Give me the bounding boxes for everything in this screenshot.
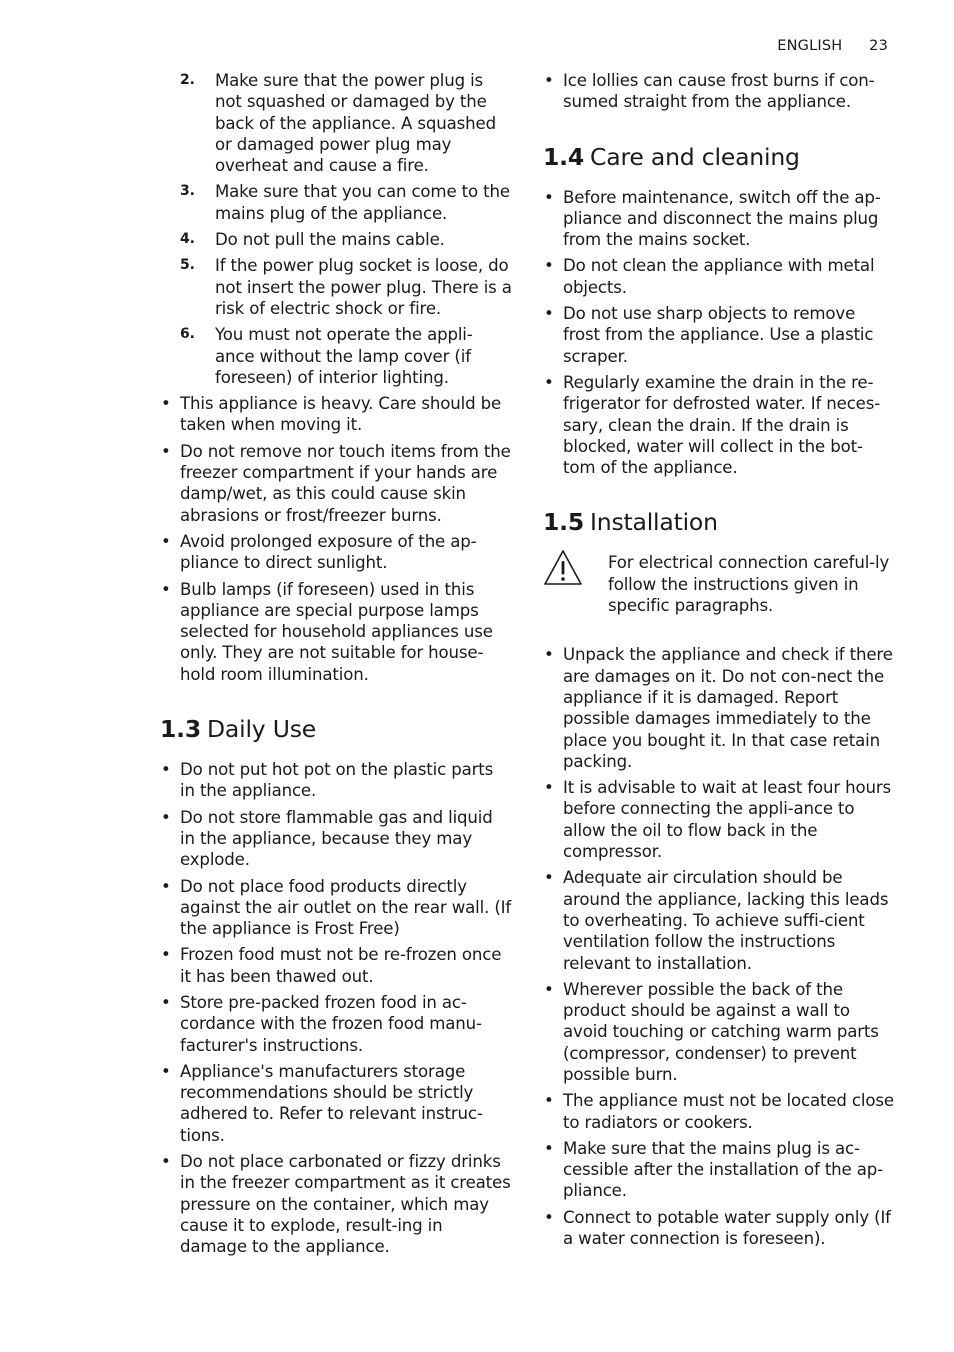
bullet-icon: • (544, 71, 554, 90)
bullet-list (160, 393, 512, 685)
item-text: Do not clean the appliance with metal objects. (563, 256, 875, 297)
section-number: 1.4 (543, 142, 585, 171)
page-number: 23 (869, 38, 888, 54)
list-item (160, 876, 512, 940)
left-column (160, 70, 512, 1263)
bullet-icon: • (161, 876, 171, 896)
care-cleaning-list (543, 187, 895, 479)
item-text: Bulb lamps (if foreseen) used in this appliance are special purpose lamps selected for household appliances use only. They are not suitable for house-hold room illumination. (180, 579, 493, 684)
list-item (543, 255, 895, 298)
bullet-icon: • (161, 807, 171, 827)
item-text: Regularly examine the drain in the re-frigerator for defrosted water. If neces-sary, clean the drain. If the drain is blocked, water will collect in the bot-tom of the appliance. (563, 372, 881, 478)
bullet-icon: • (161, 945, 171, 965)
list-item (160, 807, 512, 871)
bullet-icon: • (161, 992, 171, 1012)
bullet-icon: • (161, 1061, 171, 1081)
item-text: Do not remove nor touch items from the freezer compartment if your hands are damp/wet, as this could cause skin abrasions or frost/freezer burns. (180, 441, 511, 525)
item-text: Ice lollies can cause frost burns if con-sumed straight from the appliance. (563, 71, 875, 112)
list-item (543, 187, 895, 251)
item-text: It is advisable to wait at least four hours before connecting the appli-ance to allow the oil to flow back in the compressor. (563, 778, 892, 862)
item-number: 2. (180, 72, 195, 88)
item-text: Avoid prolonged exposure of the ap-pliance to direct sunlight. (180, 531, 477, 573)
list-item (543, 303, 895, 367)
bullet-icon: • (161, 579, 171, 599)
list-item (543, 1090, 895, 1133)
item-text: Wherever possible the back of the product should be against a wall to avoid touching or catching warm parts (compressor, condenser) to prevent possible burn. (563, 979, 879, 1084)
bullet-icon: • (544, 372, 554, 392)
page-header (777, 38, 888, 54)
bullet-icon: • (161, 760, 171, 780)
item-text: Make sure that the power plug is not squashed or damaged by the back of the appliance. A squashed or damaged power plug may overheat and cause a fire. (215, 71, 496, 176)
list-item (160, 759, 512, 802)
item-text: Do not use sharp objects to remove frost from the appliance. Use a plastic scraper. (563, 304, 874, 366)
item-number: 4. (180, 231, 195, 248)
item-number: 6. (180, 326, 195, 343)
item-text: Connect to potable water supply only (If a water connection is foreseen). (563, 1207, 891, 1249)
list-item (543, 644, 895, 772)
item-text: Do not place food products directly against the air outlet on the rear wall. (If the appliance is Frost Free) (180, 876, 512, 939)
bullet-icon: • (161, 394, 171, 414)
item-text: Store pre-packed frozen food in ac-cordance with the frozen food manu-facturer's instructions. (180, 992, 482, 1055)
list-item (543, 372, 895, 478)
item-number: 3. (180, 183, 195, 200)
section-title: Daily Use (207, 715, 317, 744)
item-number: 5. (180, 257, 195, 274)
warning-text: For electrical connection careful-ly follow the instructions given in specific paragraphs. (608, 553, 890, 616)
bullet-icon: • (544, 304, 554, 324)
bullet-icon: • (544, 979, 554, 999)
list-item (543, 979, 895, 1085)
section-heading-installation (543, 508, 895, 536)
item-text: The appliance must not be located close to radiators or cookers. (563, 1091, 894, 1132)
bullet-icon: • (544, 256, 554, 276)
bullet-icon: • (544, 1091, 554, 1111)
warning-triangle-icon (543, 549, 583, 592)
list-item (160, 441, 512, 526)
bullet-icon: • (544, 645, 554, 665)
header-language: ENGLISH (777, 38, 843, 54)
bullet-icon: • (544, 1207, 554, 1227)
item-text: If the power plug socket is loose, do not insert the power plug. There is a risk of electric shock or fire. (215, 256, 512, 318)
section-heading-care-cleaning (543, 143, 895, 171)
list-item (160, 393, 512, 436)
item-text: Unpack the appliance and check if there are damages on it. Do not con-nect the appliance if it is damaged. Report possible damages immediately to the place you bought it. In that case retain packing. (563, 645, 893, 771)
daily-use-list (160, 759, 512, 1258)
list-item (160, 579, 512, 685)
installation-list (543, 644, 895, 1249)
warning-notice (543, 552, 895, 616)
item-text: Make sure that you can come to the mains plug of the appliance. (215, 182, 510, 223)
numbered-item (160, 70, 512, 176)
item-text: Do not store flammable gas and liquid in the appliance, because they may explode. (180, 807, 493, 870)
section-title: Care and cleaning (590, 142, 800, 171)
bullet-icon: • (161, 441, 171, 461)
item-text: Make sure that the mains plug is ac-cessible after the installation of the ap-pliance. (563, 1138, 883, 1201)
numbered-list (160, 70, 512, 388)
list-item (543, 1138, 895, 1202)
item-text: Do not pull the mains cable. (215, 230, 445, 250)
item-text: Frozen food must not be re-frozen once it has been thawed out. (180, 945, 502, 986)
list-item (160, 531, 512, 574)
item-text: Appliance's manufacturers storage recommendations should be strictly adhered to. Refer to relevant instruc-tions. (180, 1061, 483, 1145)
bullet-icon: • (544, 187, 554, 207)
bullet-icon: • (161, 1152, 171, 1172)
numbered-item (160, 181, 512, 224)
item-text: Do not put hot pot on the plastic parts in the appliance. (180, 760, 494, 801)
list-item (543, 867, 895, 973)
list-item (543, 1207, 895, 1250)
section-heading-daily-use (160, 715, 512, 743)
right-column (543, 70, 895, 1254)
item-text: Adequate air circulation should be around the appliance, lacking this leads to overheating. To achieve suffi-cient ventilation follow the instructions relevant to installation. (563, 868, 889, 973)
bullet-icon: • (544, 868, 554, 888)
list-item (160, 1061, 512, 1146)
section-number: 1.5 (543, 508, 585, 537)
list-item (160, 944, 512, 987)
numbered-item (160, 255, 512, 319)
bullet-icon: • (544, 778, 554, 798)
list-item (160, 992, 512, 1056)
list-item (543, 70, 895, 113)
numbered-item (160, 324, 512, 388)
section-number: 1.3 (160, 715, 202, 744)
item-text: This appliance is heavy. Care should be taken when moving it. (180, 394, 502, 435)
list-item (543, 777, 895, 862)
item-text: Do not place carbonated or fizzy drinks in the freezer compartment as it creates pressure on the container, which may cause it to explode, result-ing in damage to the appliance. (180, 1152, 511, 1257)
bullet-icon: • (161, 531, 171, 551)
list-item (160, 1151, 512, 1257)
item-text: You must not operate the appli-ance without the lamp cover (if foreseen) of interior lighting. (215, 325, 473, 387)
item-text: Before maintenance, switch off the ap-pliance and disconnect the mains plug from the mains socket. (563, 187, 881, 250)
top-bullet-list (543, 70, 895, 113)
section-title: Installation (590, 508, 718, 537)
numbered-item (160, 229, 512, 250)
bullet-icon: • (544, 1138, 554, 1158)
